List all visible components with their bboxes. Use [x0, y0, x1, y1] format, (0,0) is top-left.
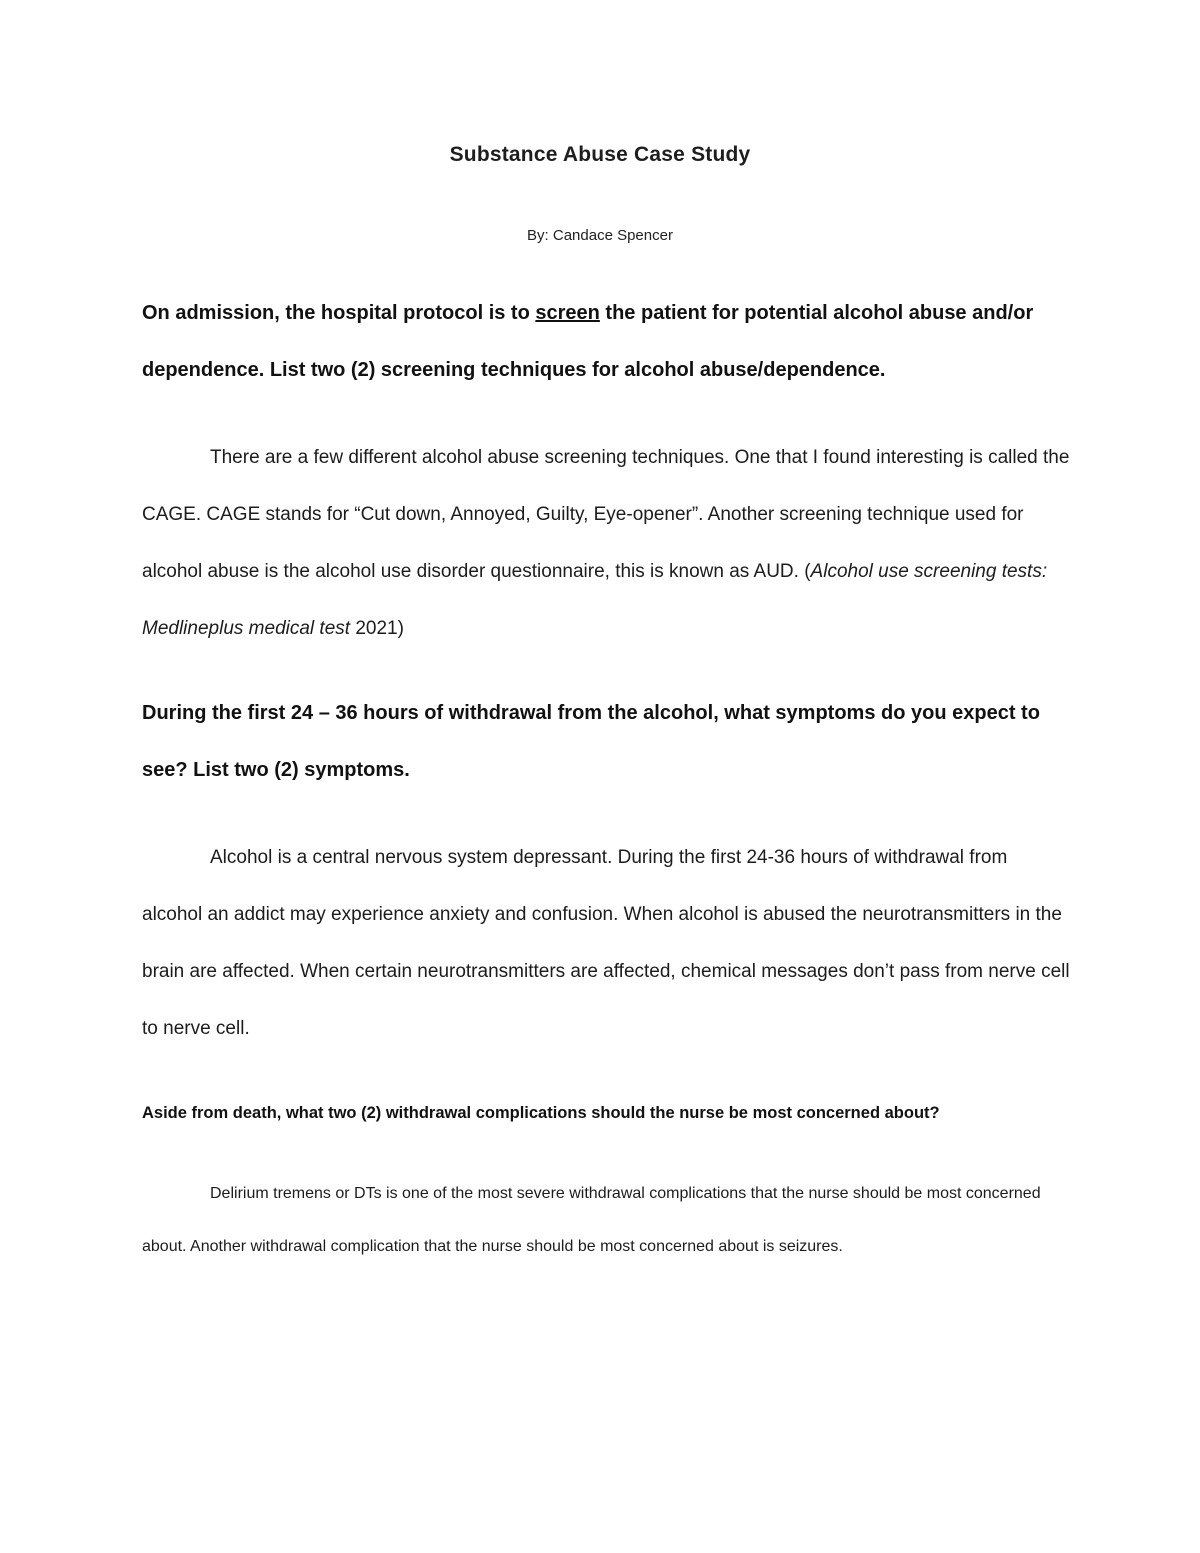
answer-3-text: Delirium tremens or DTs is one of the most severe withdrawal complications that the nurse should be most concerned about. Another withdrawal complication that the nurse should be most concerned about is seizures.	[142, 1185, 1041, 1255]
question-1-text-before: On admission, the hospital protocol is to	[142, 302, 536, 324]
answer-1	[142, 429, 1072, 657]
document-title: Substance Abuse Case Study	[449, 143, 751, 166]
question-1	[142, 285, 1072, 399]
question-2: During the first 24 – 36 hours of withdrawal from the alcohol, what symptoms do you expect to see? List two (2) symptoms.	[142, 702, 1040, 781]
answer-1-citation-title: Alcohol use screening tests: Medlineplus medical test	[142, 561, 1048, 639]
question-1-underlined-word: screen	[535, 302, 600, 324]
answer-1-citation-year: 2021)	[350, 618, 404, 639]
answer-2	[142, 829, 1072, 1057]
answer-2-text: Alcohol is a central nervous system depressant. During the first 24-36 hours of withdrawal from alcohol an addict may experience anxiety and confusion. When alcohol is abused the neurotransmitters in the brain are affected. When certain neurotransmitters are affected, chemical messages don’t pass from nerve cell to nerve cell.	[142, 847, 1070, 1039]
answer-1-text: There are a few different alcohol abuse screening techniques. One that I found interesting is called the CAGE. CAGE stands for “Cut down, Annoyed, Guilty, Eye-opener”. Another screening technique used for alcohol abuse is the alcohol use disorder questionnaire, this is known as AUD. (	[142, 447, 1070, 582]
question-3: Aside from death, what two (2) withdrawal complications should the nurse be most concerned about?	[142, 1104, 940, 1122]
answer-3	[142, 1168, 1072, 1273]
document-author: By: Candace Spencer	[527, 227, 673, 244]
question-1-text-after: the patient for potential alcohol abuse and/or dependence. List two (2) screening techniques for alcohol abuse/dependence.	[142, 302, 1034, 381]
